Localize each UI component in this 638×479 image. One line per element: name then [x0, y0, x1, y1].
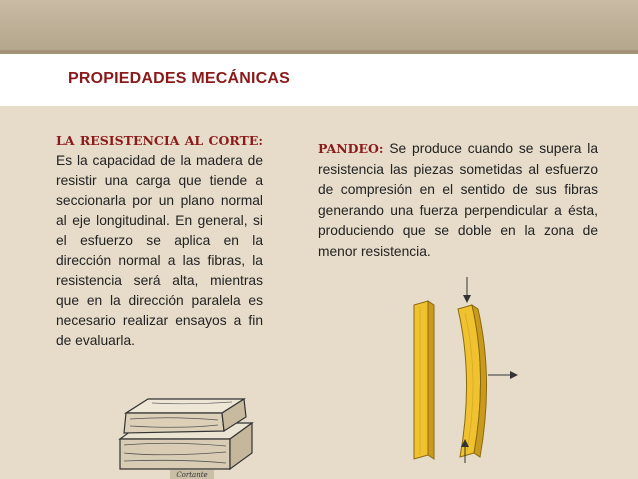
- compression-arrow-top: [463, 277, 471, 303]
- buckling-term: PANDEO:: [318, 141, 384, 156]
- straight-piece: [414, 301, 434, 459]
- buckling-paragraph: [318, 139, 598, 262]
- shear-resistance-term: LA RESISTENCIA AL CORTE:: [56, 133, 263, 148]
- buckled-piece: [458, 305, 487, 457]
- header-texture-band: [0, 0, 638, 54]
- shear-illustration: [112, 383, 272, 479]
- lateral-arrow: [488, 371, 518, 379]
- page-title: PROPIEDADES MECÁNICAS: [68, 70, 291, 87]
- shear-resistance-paragraph: [56, 131, 263, 351]
- shear-caption: Cortante: [176, 471, 208, 479]
- buckling-illustration: [400, 275, 520, 465]
- shear-resistance-text: Es la capacidad de la madera de resistir una carga que tiende a seccionarla por un plano normal al eje longitudinal. En general, si el esfuerzo se aplica en la dirección normal a las fibras, la resistencia será alta, mientras que en la dirección paralela es necesario realizar ensayos a fin de evaluarla.: [56, 153, 263, 348]
- upper-block: [124, 399, 246, 433]
- buckling-text: Se produce cuando se supera la resistencia las piezas sometidas al esfuerzo de compresión en el sentido de sus fibras generando una fuerza perpendicular a ésta, produciendo que se doble en la zona de menor resistencia.: [318, 141, 598, 259]
